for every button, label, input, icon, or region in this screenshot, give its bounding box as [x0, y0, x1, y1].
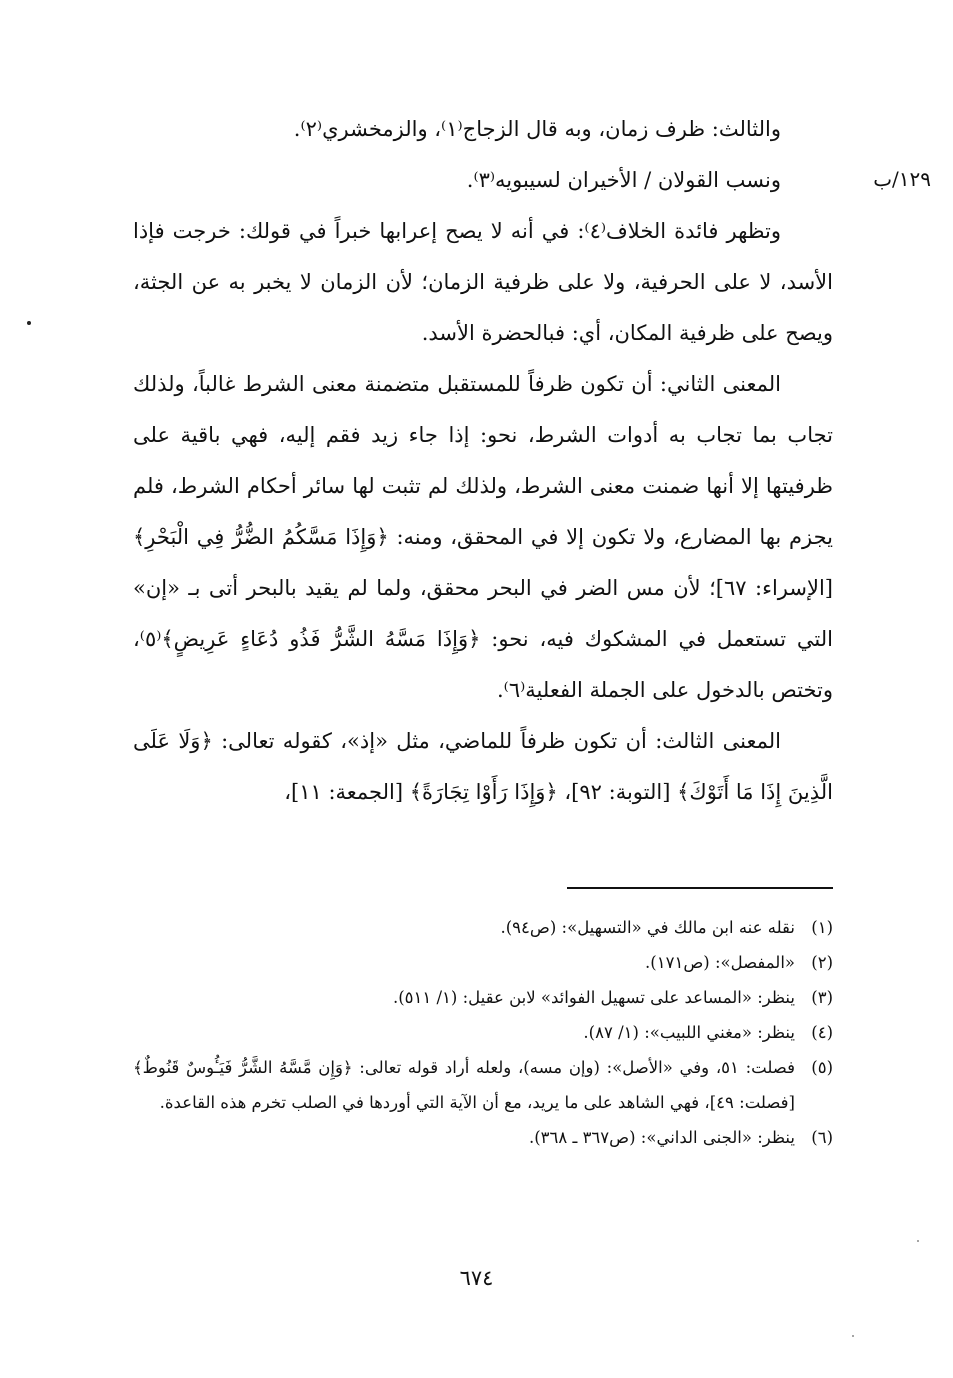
paragraph-4: المعنى الثاني: أن تكون ظرفاً للمستقبل متضمنة معنى الشرط غالباً، ولذلك تجاب بما تجاب به أدوات الشرط، نحو: إذا جاء زيد فقم إليه، فهي باقية على ظرفيتها إلا أنها ضمنت معنى الشرط، ولذلك لم تثبت لها سائر أحكام الشرط، فلم يجزم بها المضارع، ولا تكون إلا في المحقق، ومنه: ﴿وَإِذَا مَسَّكُمُ الضُّرُّ فِي الْبَحْرِ﴾ [الإسراء: ٦٧]؛ لأن مس الضر في البحر محقق، ولما لم يقيد بالبحر أتى بـ «إن» التي تستعمل في المشكوك فيه، نحو: ﴿وَإِذَا مَسَّهُ الشَّرُّ فَذُو دُعَاءٍ عَرِيضٍ﴾⁽٥⁾، وتختص بالدخول على الجملة الفعلية⁽٦⁾. [133, 372, 833, 702]
footnote [133, 1120, 833, 1155]
footnote-text: فصلت: ٥١، وفي «الأصل»: (وإن مسه)، ولعله أراد قوله تعالى: ﴿وَإِن مَّسَّهُ الشَّرُّ فَيَـُٔوسٌ قَنُوطٌ﴾ [فصلت: ٤٩]، فهي الشاهد على ما يريد، مع أن الآية التي أوردها في الصلب تخرم هذه القاعدة. [133, 1058, 795, 1112]
footnote-number: (٥) [811, 1058, 833, 1077]
footnote-text: ينظر: «المساعد على تسهيل الفوائد» لابن عقيل: (١/ ٥١١). [392, 988, 795, 1007]
footnote-text: ينظر: «الجنى الداني»: (ص٣٦٧ ـ ٣٦٨). [528, 1128, 795, 1147]
footnote [133, 980, 833, 1015]
footnotes [133, 910, 833, 1155]
stray-dot [27, 321, 31, 325]
margin-folio-note: ١٢٩/ب [873, 167, 931, 191]
footnote-text: ينظر: «مغني اللبيب»: (١/ ٨٧). [583, 1023, 795, 1042]
scan-speck [852, 1335, 854, 1337]
paragraph-5: المعنى الثالث: أن تكون ظرفاً للماضي، مثل «إذ»، كقوله تعالى: ﴿وَلَا عَلَى الَّذِينَ إِذَا مَا أَتَوْكَ﴾ [التوبة: ٩٢]، ﴿وَإِذَا رَأَوْا تِجَارَةً﴾ [الجمعة: ١١]، [133, 729, 833, 804]
footnote [133, 910, 833, 945]
footnote-text: «المفصل»: (ص١٧١). [645, 953, 795, 972]
footnote [133, 1015, 833, 1050]
footnote-number: (٦) [811, 1128, 833, 1147]
footnote-separator [567, 887, 833, 889]
main-text [133, 104, 833, 818]
paragraph-1: والثالث: ظرف زمان، وبه قال الزجاج⁽١⁾، والزمخشري⁽٢⁾. [293, 117, 781, 141]
paragraph-2: ونسب القولان / الأخيران لسيبويه⁽٣⁾. [466, 168, 781, 192]
footnote-text: نقله عنه ابن مالك في «التسهيل»: (ص٩٤). [500, 918, 795, 937]
footnote-number: (٤) [811, 1023, 833, 1042]
paragraph-3: وتظهر فائدة الخلاف⁽٤⁾: في أنه لا يصح إعرابها خبراً في قولك: خرجت فإذا الأسد، لا على الحرفية، ولا على ظرفية الزمان؛ لأن الزمان لا يخبر به عن الجثة، ويصح على ظرفية المكان، أي: فبالحضرة الأسد. [133, 219, 833, 345]
page-number: ٦٧٤ [459, 1266, 494, 1290]
footnote-number: (٣) [811, 988, 833, 1007]
scan-speck [917, 1240, 919, 1242]
footnote-number: (٢) [811, 953, 833, 972]
footnote [133, 945, 833, 980]
footnote [133, 1050, 833, 1120]
footnote-number: (١) [811, 918, 833, 937]
